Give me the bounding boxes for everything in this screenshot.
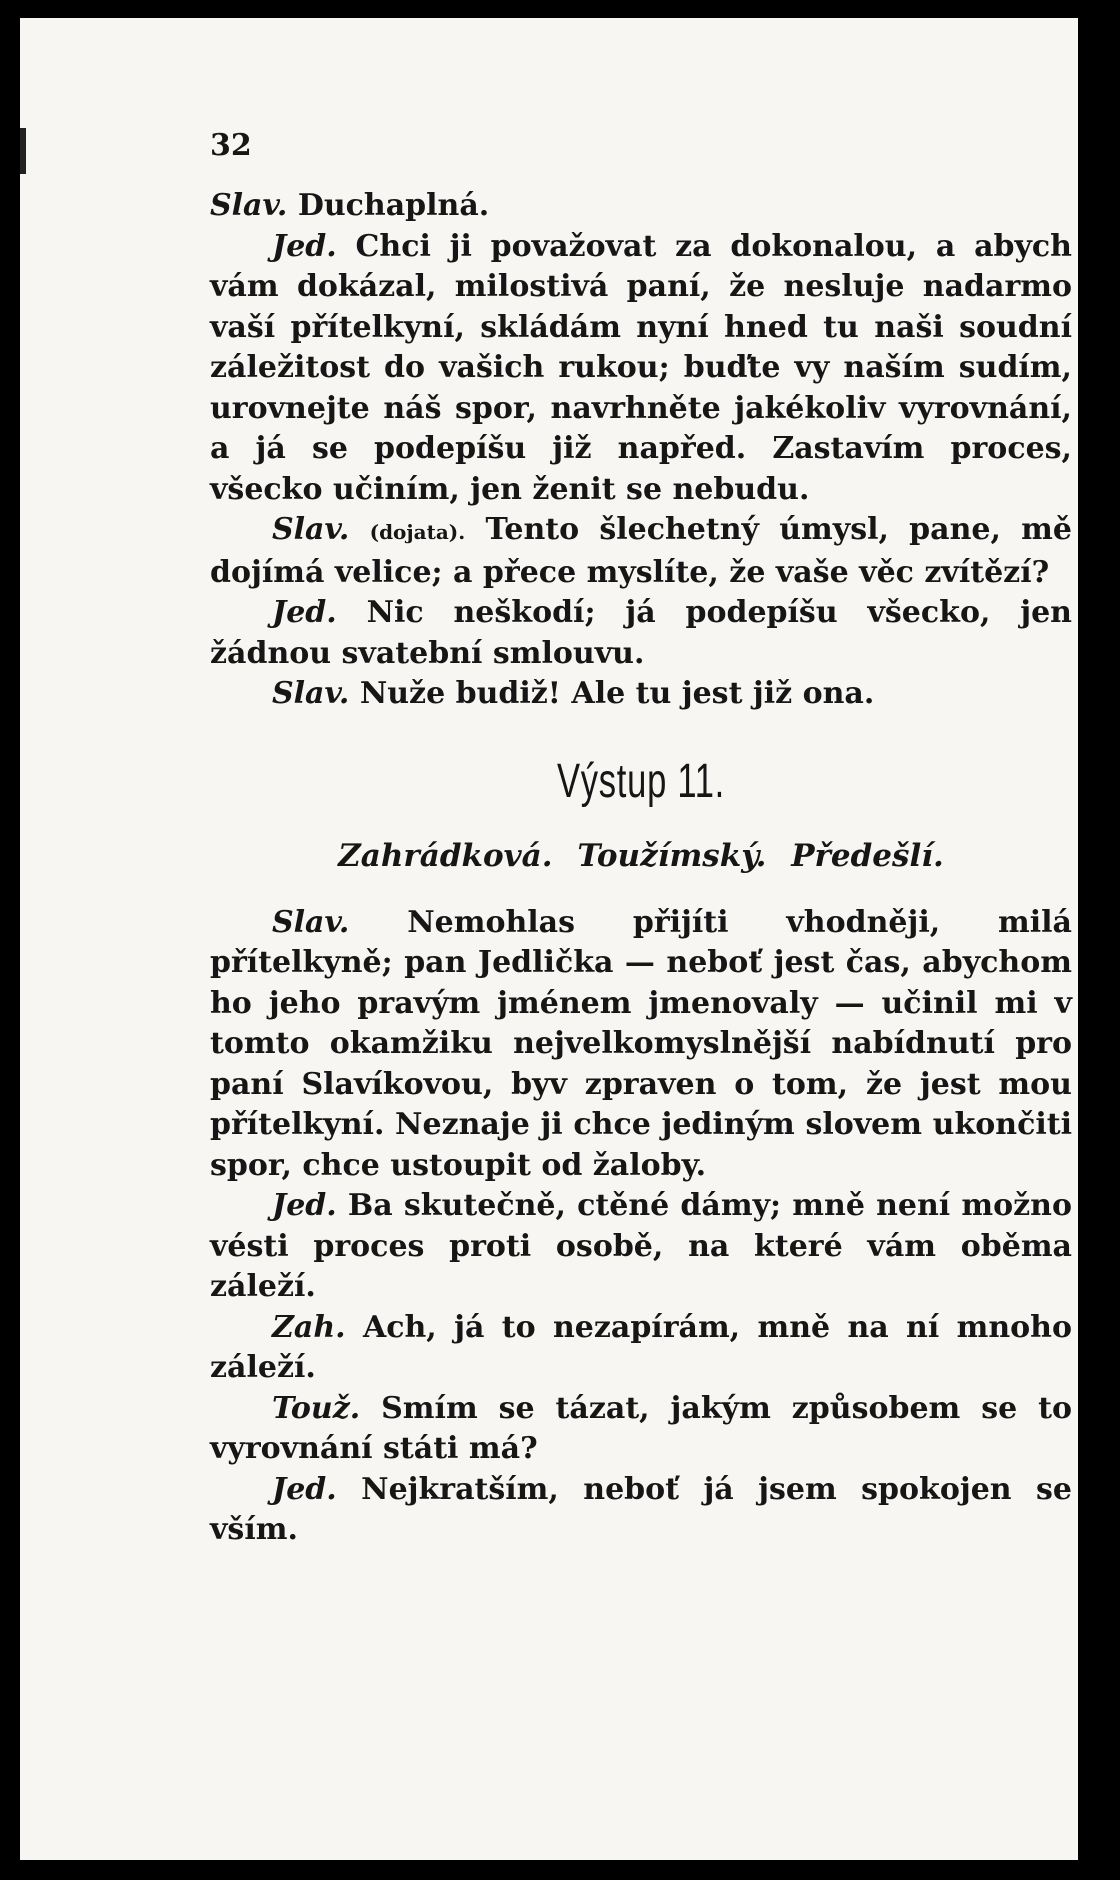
dialogue-text: Ba skutečně, ctěné dámy; mně není možno vésti proces proti osobě, na které vám oběma záleží. (210, 1188, 1072, 1304)
scene-title: Výstup 11. (557, 754, 725, 808)
speaker-name: Jed. (272, 228, 337, 264)
dialogue-text: Nemohlas přijíti vhodněji, milá přítelkyně; pan Jedlička — neboť jest čas, abychom ho jeho pravým jménem jmenovaly — učinil mi v tomto okamžiku nejvelkomyslnější nabídnutí pro paní Slavíkovou, byv zpraven o tom, že jest mou přítelkyní. Neznaje ji chce jediným slovem ukončiti spor, chce ustoupit od žaloby. (210, 904, 1072, 1183)
dialogue-line (210, 1470, 1072, 1551)
dialogue-line (210, 903, 1072, 1187)
book-page (20, 18, 1078, 1860)
page-number: 32 (210, 128, 252, 163)
dialogue-text: Nic neškodí; já podepíšu všecko, jen žádnou svatební smlouvu. (210, 595, 1072, 671)
dialogue-line (210, 510, 1072, 593)
dialogue-line (210, 1389, 1072, 1470)
speaker-name: Jed. (272, 1188, 337, 1223)
speaker-name: Zah. (272, 1309, 346, 1345)
dialogue-text: Nejkratším, neboť já jsem spokojen se vším. (210, 1471, 1072, 1547)
dialogue-text: Smím se tázat, jakým způsobem se to vyrovnání státi má? (210, 1390, 1073, 1466)
dialogue-line (210, 227, 1072, 511)
dialogue-line (210, 593, 1072, 674)
speaker-name: Touž. (272, 1390, 361, 1426)
dialogue-text: Ach, já to nezapírám, mně na ní mnoho záleží. (210, 1309, 1073, 1385)
speaker-name: Jed. (272, 1471, 337, 1507)
stage-direction: (dojata). (369, 520, 466, 544)
cast-member: Toužímský. (577, 837, 767, 874)
dialogue-text: Duchaplná. (297, 188, 490, 223)
speaker-name: Slav. (210, 188, 288, 223)
dialogue-line (210, 186, 1072, 227)
speaker-name: Jed. (272, 595, 337, 630)
page-content (210, 126, 1072, 1551)
dialogue-text: Nuže budiž! Ale tu jest již ona. (359, 676, 875, 711)
speaker-name: Slav. (272, 512, 350, 547)
page-edge-mark (20, 128, 26, 174)
cast-member: Zahrádková. (338, 837, 553, 874)
speaker-name: Slav. (272, 676, 350, 711)
dialogue-line (210, 674, 1072, 715)
speaker-name: Slav. (272, 904, 350, 940)
dialogue-text: Chci ji považovat za dokonalou, a abych vám dokázal, milostivá paní, že nesluje nadarmo vaší přítelkyní, skládám nyní hned tu naši soudní záležitost do vašich rukou; buďte vy naším sudím, urovnejte náš spor, navrhněte jakékoliv vyrovnání, a já se podepíšu již napřed. Zastavím proces, všecko učiním, jen ženit se nebudu. (210, 228, 1072, 507)
dialogue-text: Tento šlechetný úmysl, pane, mě dojímá velice; a přece myslíte, že vaše věc zvítězí? (210, 512, 1073, 590)
cast-member: Předešlí. (791, 837, 944, 874)
scene-cast (210, 835, 1072, 877)
dialogue-line (210, 1308, 1072, 1389)
dialogue-line (210, 1186, 1072, 1308)
